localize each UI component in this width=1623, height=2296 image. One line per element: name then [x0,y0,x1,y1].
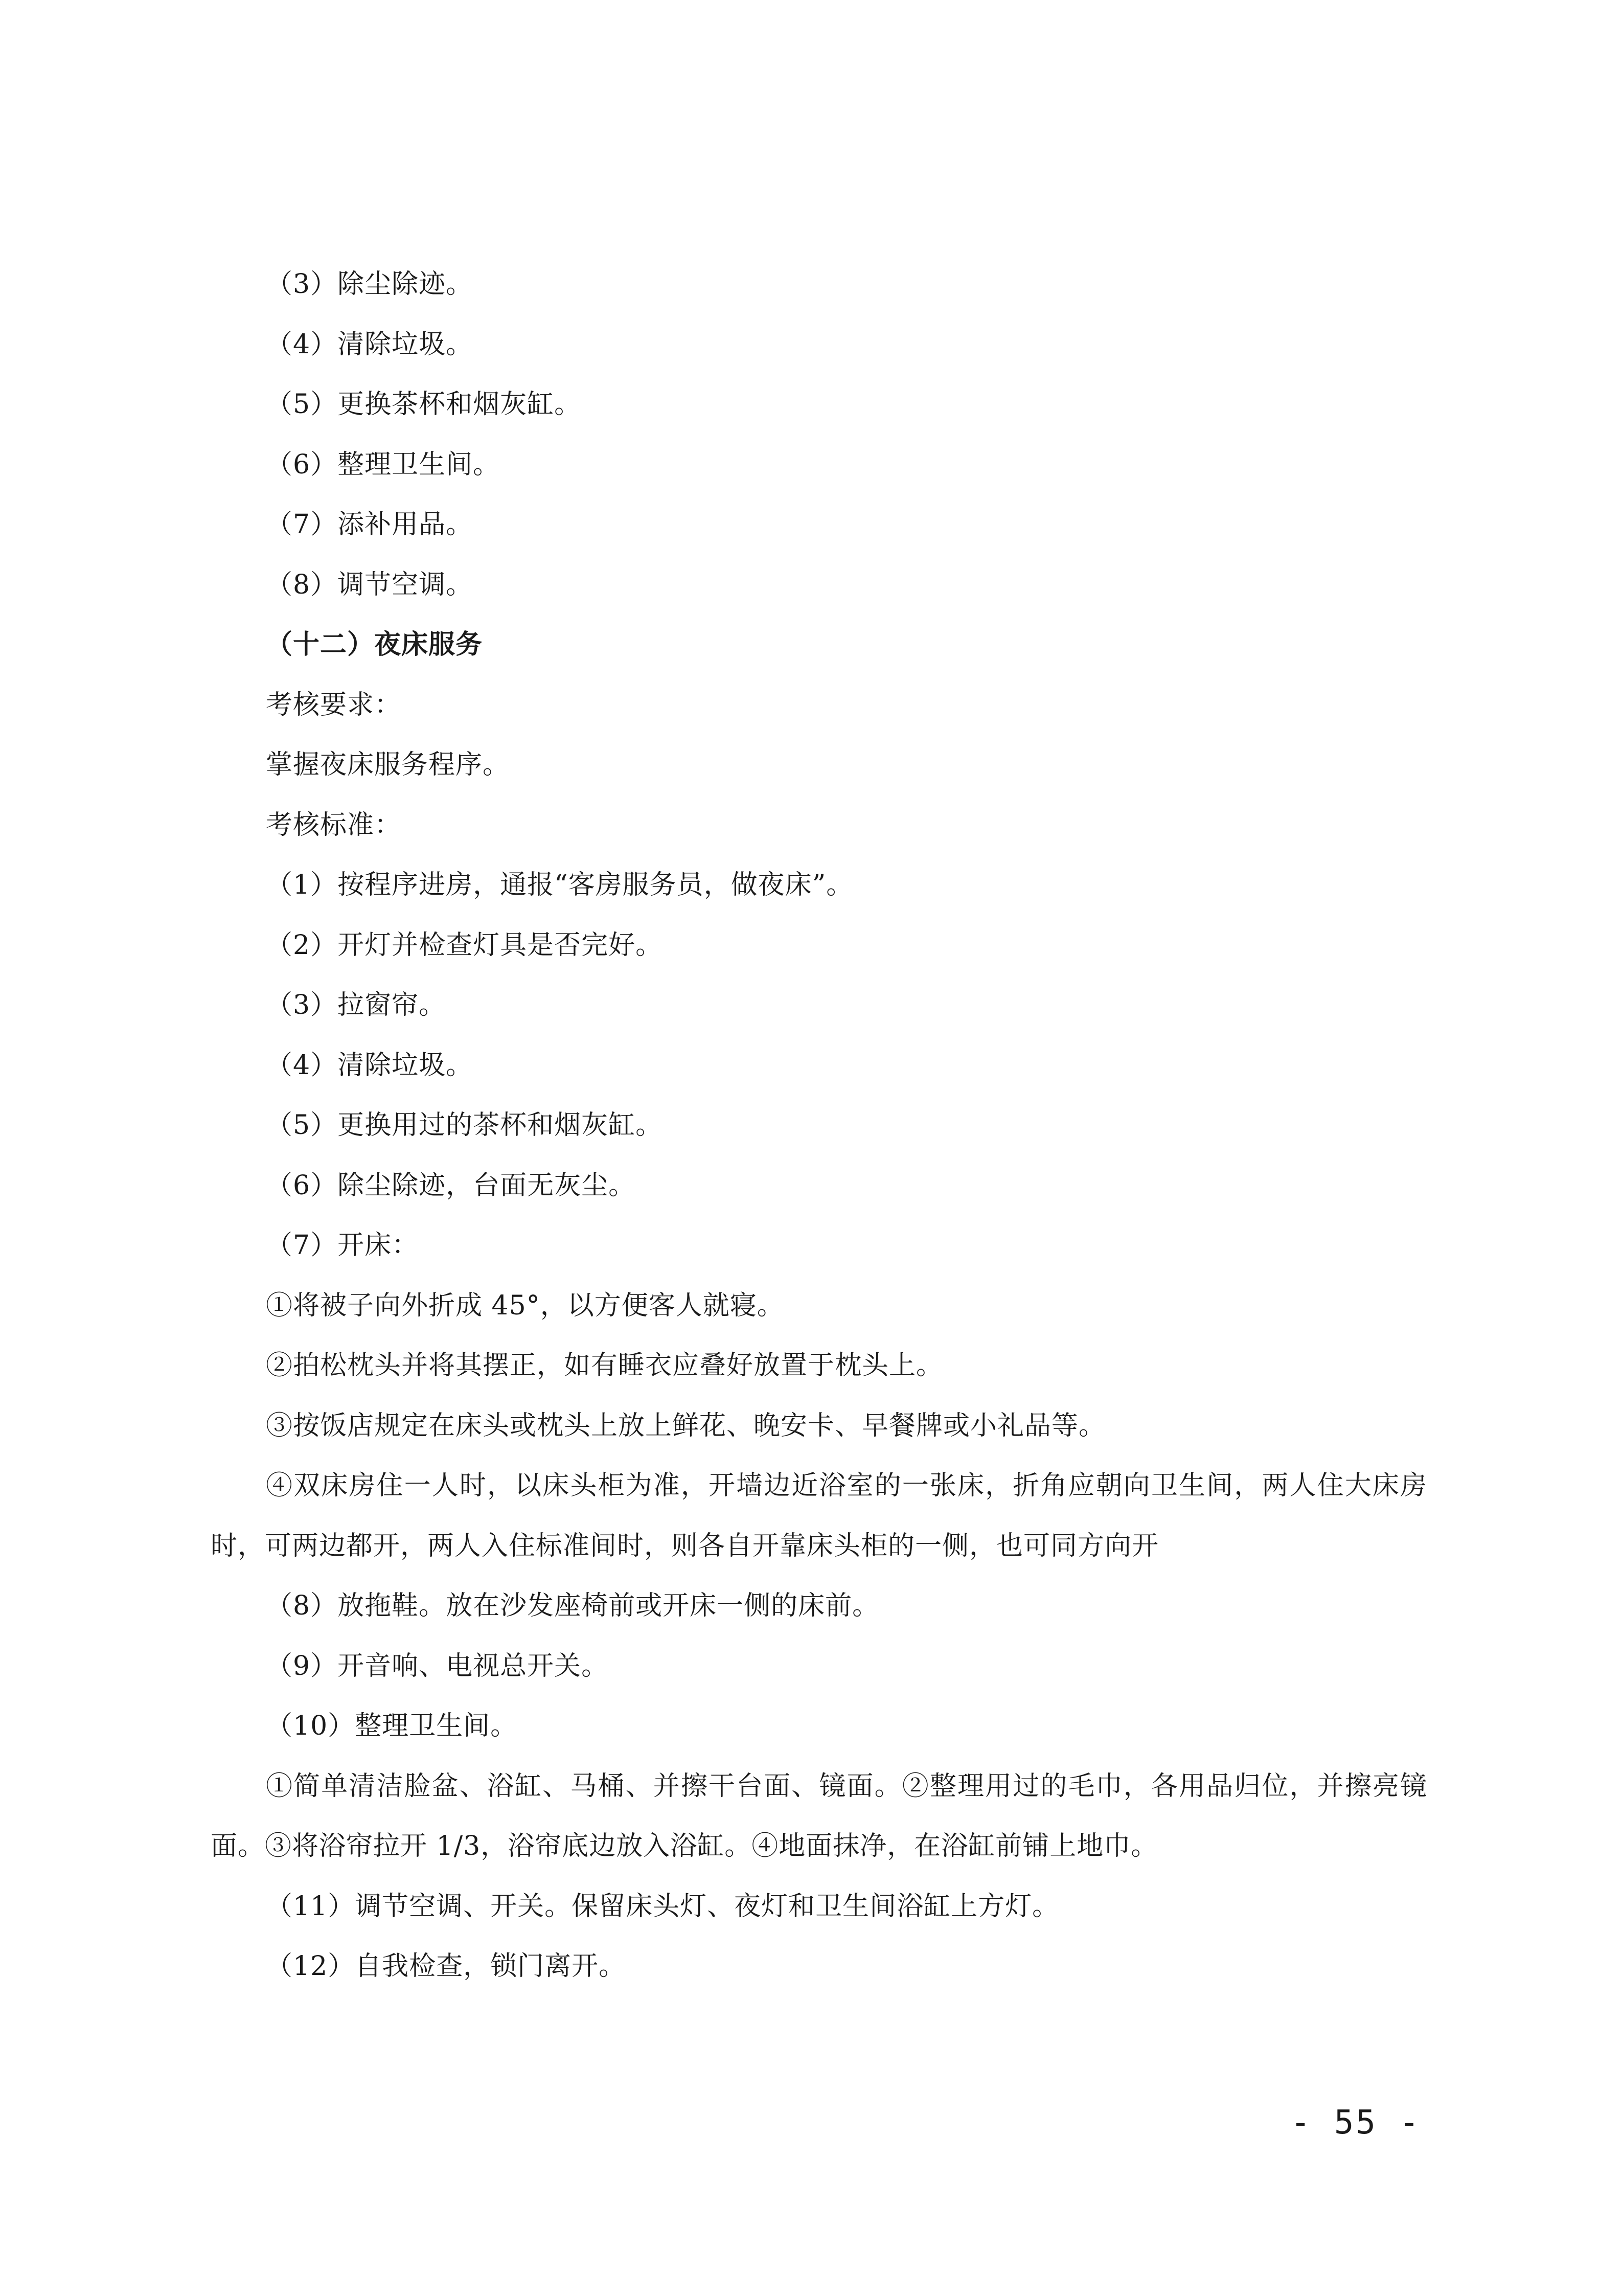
list-item: （5）更换茶杯和烟灰缸。 [266,389,582,420]
list-item: （4）清除垃圾。 [266,1050,473,1081]
sub-item-paragraph: ④双床房住一人时，以床头柜为准，开墙边近浴室的一张床，折角应朝向卫生间，两人住大床房时，可两边都开，两人入住标准间时，则各自开靠床头柜的一侧，也可同方向开 [211,1470,1427,1561]
list-item: （8）放拖鞋。放在沙发座椅前或开床一侧的床前。 [266,1590,880,1621]
sub-item: ②拍松枕头并将其摆正，如有睡衣应叠好放置于枕头上。 [266,1350,944,1381]
list-item: （6）除尘除迹，台面无灰尘。 [266,1170,636,1201]
section-heading: （十二）夜床服务 [266,629,483,660]
list-item: （8）调节空调。 [266,569,473,600]
requirement-text: 掌握夜床服务程序。 [266,749,510,780]
list-item: （7）添补用品。 [266,509,473,540]
page-number: - 55 - [1290,2104,1421,2142]
list-item: （4）清除垃圾。 [266,329,473,360]
list-item: （1）按程序进房，通报“客房服务员，做夜床”。 [266,870,854,900]
list-item: （11）调节空调、开关。保留床头灯、夜灯和卫生间浴缸上方灯。 [266,1891,1060,1922]
list-item: （10）整理卫生间。 [266,1711,518,1741]
list-item: （3）拉窗帘。 [266,990,446,1020]
standard-label: 考核标准： [266,809,402,840]
list-item: （2）开灯并检查灯具是否完好。 [266,929,663,961]
requirement-label: 考核要求： [266,689,402,720]
list-item: （3）除尘除迹。 [266,269,473,300]
document-body [211,255,1427,1997]
sub-item-paragraph: ①简单清洁脸盆、浴缸、马桶、并擦干台面、镜面。②整理用过的毛巾，各用品归位，并擦亮镜面。③将浴帘拉开 1/3，浴帘底边放入浴缸。④地面抹净，在浴缸前铺上地巾。 [211,1770,1427,1861]
list-item: （6）整理卫生间。 [266,449,500,480]
list-item: （12）自我检查，锁门离开。 [266,1951,626,1982]
sub-item: ③按饭店规定在床头或枕头上放上鲜花、晚安卡、早餐牌或小礼品等。 [266,1410,1106,1441]
list-item: （7）开床： [266,1230,419,1261]
sub-item: ①将被子向外折成 45°，以方便客人就寝。 [266,1290,784,1321]
list-item: （9）开音响、电视总开关。 [266,1650,609,1681]
list-item: （5）更换用过的茶杯和烟灰缸。 [266,1110,663,1141]
